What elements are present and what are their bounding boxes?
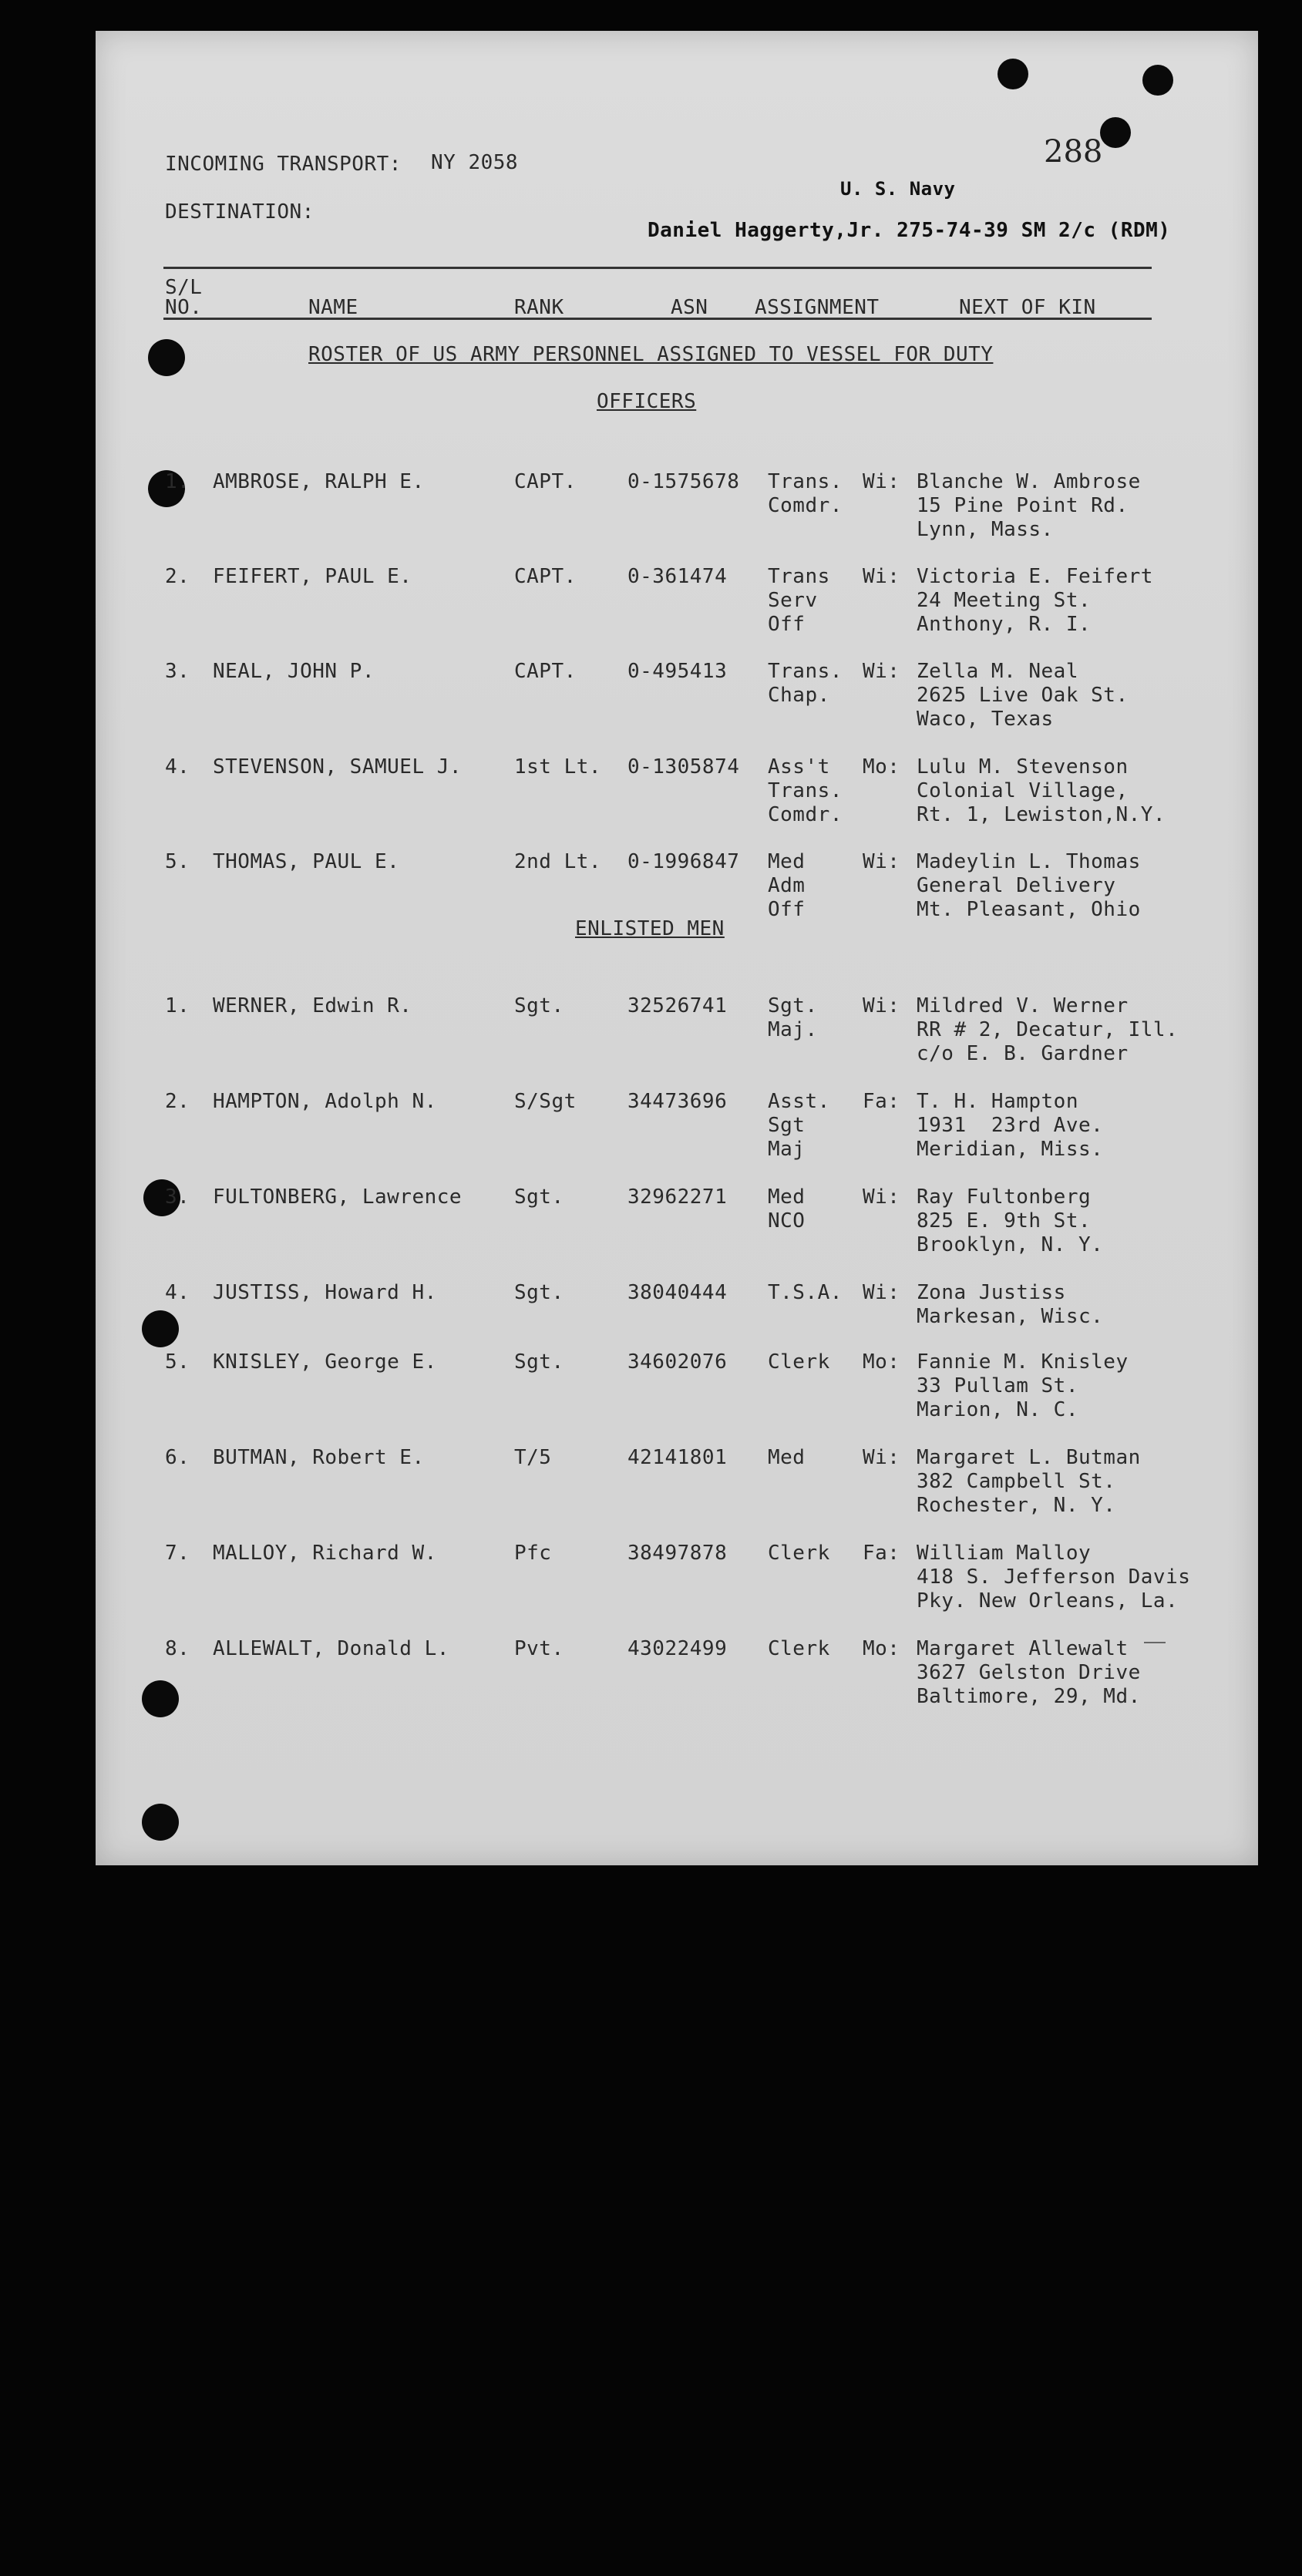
row-asn: 32526741 (627, 994, 728, 1017)
row-next-of-kin: T. H. Hampton 1931 23rd Ave. Meridian, Miss. (917, 1090, 1104, 1161)
row-rank: 2nd Lt. (514, 850, 602, 873)
row-name: JUSTISS, Howard H. (213, 1281, 437, 1304)
column-name: NAME (308, 296, 358, 319)
row-next-of-kin: William Malloy 418 S. Jefferson Davis Pky. New Orleans, La. (917, 1542, 1191, 1613)
row-name: WERNER, Edwin R. (213, 994, 412, 1017)
row-relation: Wi: (863, 994, 900, 1017)
row-asn: 0-361474 (627, 565, 728, 588)
transport-value: NY 2058 (431, 151, 519, 174)
row-rank: T/5 (514, 1446, 552, 1469)
column-next-of-kin: NEXT OF KIN (959, 296, 1096, 319)
row-next-of-kin: Madeylin L. Thomas General Delivery Mt. Pleasant, Ohio (917, 850, 1141, 921)
column-no: NO. (165, 296, 203, 319)
row-assignment: Clerk (768, 1637, 830, 1660)
row-asn: 0-1575678 (627, 470, 740, 493)
row-number: 3. (165, 1185, 190, 1209)
row-rank: Sgt. (514, 1185, 564, 1209)
row-relation: Mo: (863, 1350, 900, 1374)
row-next-of-kin: Fannie M. Knisley 33 Pullam St. Marion, N. C. (917, 1350, 1129, 1421)
officers-title: OFFICERS (597, 390, 697, 413)
row-assignment: Trans. Chap. (768, 660, 843, 707)
row-number: 5. (165, 850, 190, 873)
row-number: 1. (165, 994, 190, 1017)
row-asn: 43022499 (627, 1637, 728, 1660)
row-asn: 0-1996847 (627, 850, 740, 873)
row-assignment: Med Adm Off (768, 850, 806, 921)
row-next-of-kin: Margaret Allewalt 3627 Gelston Drive Baltimore, 29, Md. (917, 1637, 1141, 1708)
punch-hole-icon (142, 1310, 179, 1347)
row-name: KNISLEY, George E. (213, 1350, 437, 1374)
row-rank: Sgt. (514, 1350, 564, 1374)
transport-label: INCOMING TRANSPORT: (165, 153, 402, 176)
row-asn: 38497878 (627, 1542, 728, 1565)
row-number: 1. (165, 470, 190, 493)
roster-title: ROSTER OF US ARMY PERSONNEL ASSIGNED TO VESSEL FOR DUTY (308, 343, 994, 366)
row-relation: Wi: (863, 470, 900, 493)
row-name: HAMPTON, Adolph N. (213, 1090, 437, 1113)
stray-mark (1144, 1642, 1166, 1643)
row-rank: 1st Lt. (514, 755, 602, 779)
row-assignment: Sgt. Maj. (768, 994, 818, 1041)
row-rank: Sgt. (514, 994, 564, 1017)
row-next-of-kin: Blanche W. Ambrose 15 Pine Point Rd. Lynn, Mass. (917, 470, 1141, 541)
row-number: 7. (165, 1542, 190, 1565)
row-number: 6. (165, 1446, 190, 1469)
row-asn: 42141801 (627, 1446, 728, 1469)
column-rank: RANK (514, 296, 564, 319)
page-number: 288 (1044, 134, 1103, 170)
row-name: THOMAS, PAUL E. (213, 850, 400, 873)
column-assignment: ASSIGNMENT (755, 296, 880, 319)
punch-hole-icon (998, 59, 1028, 89)
row-next-of-kin: Margaret L. Butman 382 Campbell St. Rochester, N. Y. (917, 1446, 1141, 1517)
row-assignment: Asst. Sgt Maj (768, 1090, 830, 1161)
row-relation: Fa: (863, 1542, 900, 1565)
row-name: BUTMAN, Robert E. (213, 1446, 425, 1469)
destination-label: DESTINATION: (165, 200, 315, 224)
row-next-of-kin: Zona Justiss Markesan, Wisc. (917, 1281, 1104, 1328)
row-number: 3. (165, 660, 190, 683)
row-relation: Fa: (863, 1090, 900, 1113)
row-relation: Wi: (863, 1185, 900, 1209)
row-asn: 38040444 (627, 1281, 728, 1304)
punch-hole-icon (1100, 117, 1131, 148)
row-assignment: Trans. Comdr. (768, 470, 843, 517)
row-name: STEVENSON, SAMUEL J. (213, 755, 463, 779)
row-next-of-kin: Victoria E. Feifert 24 Meeting St. Anthony, R. I. (917, 565, 1153, 636)
row-asn: 32962271 (627, 1185, 728, 1209)
row-relation: Mo: (863, 1637, 900, 1660)
row-rank: Pvt. (514, 1637, 564, 1660)
row-name: MALLOY, Richard W. (213, 1542, 437, 1565)
row-rank: Sgt. (514, 1281, 564, 1304)
row-next-of-kin: Ray Fultonberg 825 E. 9th St. Brooklyn, N. Y. (917, 1185, 1104, 1256)
row-relation: Wi: (863, 660, 900, 683)
row-name: AMBROSE, RALPH E. (213, 470, 425, 493)
punch-hole-icon (148, 339, 185, 376)
punch-hole-icon (142, 1680, 179, 1717)
row-relation: Wi: (863, 850, 900, 873)
row-name: NEAL, JOHN P. (213, 660, 375, 683)
row-next-of-kin: Mildred V. Werner RR # 2, Decatur, Ill. c/o E. B. Gardner (917, 994, 1179, 1065)
row-assignment: Med (768, 1446, 806, 1469)
header-rule (163, 267, 1152, 269)
row-next-of-kin: Lulu M. Stevenson Colonial Village, Rt. 1, Lewiston,N.Y. (917, 755, 1166, 826)
row-rank: S/Sgt (514, 1090, 577, 1113)
row-assignment: Trans Serv Off (768, 565, 830, 636)
row-number: 2. (165, 565, 190, 588)
row-number: 8. (165, 1637, 190, 1660)
enlisted-title: ENLISTED MEN (575, 917, 725, 940)
row-asn: 34602076 (627, 1350, 728, 1374)
row-relation: Mo: (863, 755, 900, 779)
sailor-line: Daniel Haggerty,Jr. 275-74-39 SM 2/c (RDM) (648, 219, 1171, 242)
row-assignment: Clerk (768, 1350, 830, 1374)
row-rank: CAPT. (514, 660, 577, 683)
row-asn: 0-495413 (627, 660, 728, 683)
navy-label: U. S. Navy (840, 178, 956, 200)
row-asn: 0-1305874 (627, 755, 740, 779)
row-number: 4. (165, 1281, 190, 1304)
row-relation: Wi: (863, 1446, 900, 1469)
row-number: 2. (165, 1090, 190, 1113)
row-name: ALLEWALT, Donald L. (213, 1637, 449, 1660)
row-assignment: Clerk (768, 1542, 830, 1565)
row-next-of-kin: Zella M. Neal 2625 Live Oak St. Waco, Texas (917, 660, 1129, 731)
row-assignment: Med NCO (768, 1185, 806, 1233)
row-rank: CAPT. (514, 565, 577, 588)
roster-document (96, 31, 1258, 1865)
row-relation: Wi: (863, 1281, 900, 1304)
row-number: 5. (165, 1350, 190, 1374)
row-name: FEIFERT, PAUL E. (213, 565, 412, 588)
row-asn: 34473696 (627, 1090, 728, 1113)
row-rank: CAPT. (514, 470, 577, 493)
row-relation: Wi: (863, 565, 900, 588)
row-assignment: T.S.A. (768, 1281, 843, 1304)
row-number: 4. (165, 755, 190, 779)
row-name: FULTONBERG, Lawrence (213, 1185, 463, 1209)
row-assignment: Ass't Trans. Comdr. (768, 755, 843, 826)
punch-hole-icon (1142, 65, 1173, 96)
row-rank: Pfc (514, 1542, 552, 1565)
punch-hole-icon (142, 1804, 179, 1841)
column-sl: S/L (165, 276, 203, 299)
column-asn: ASN (671, 296, 708, 319)
